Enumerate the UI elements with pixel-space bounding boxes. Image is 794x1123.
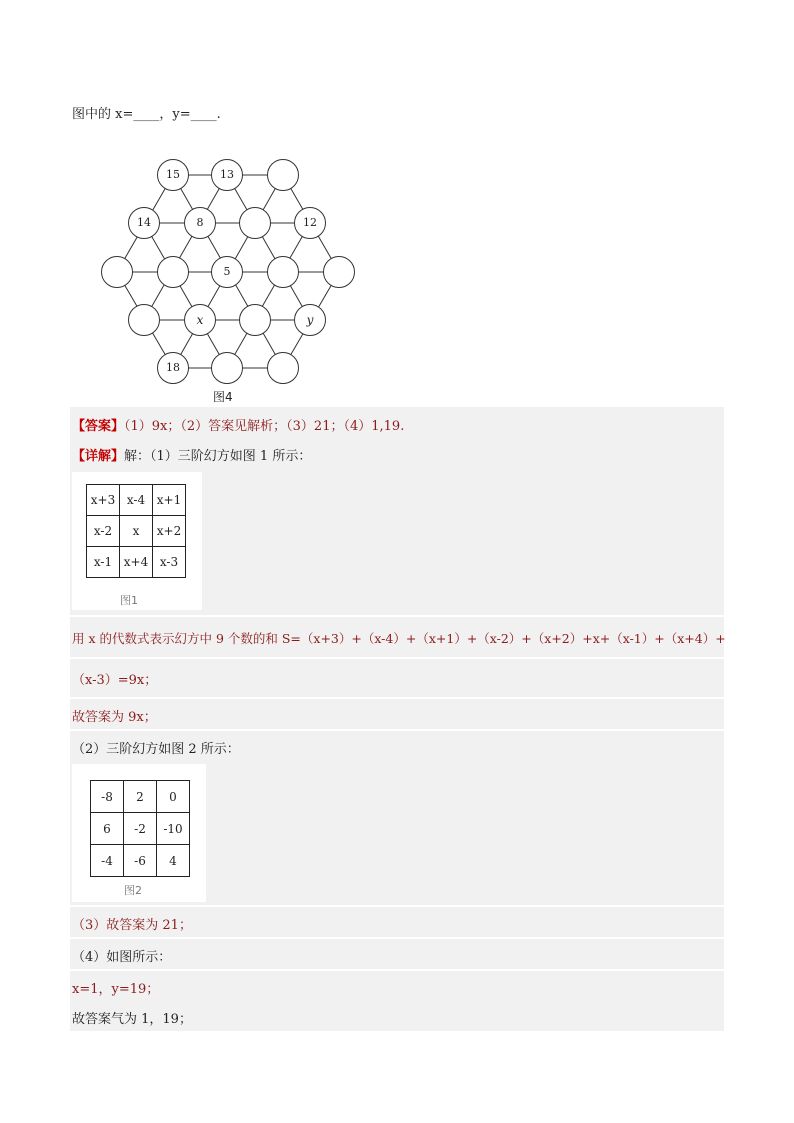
f2-cell: 6 [91, 813, 124, 845]
f2-cell: -10 [157, 813, 190, 845]
node-r3c3: y [294, 304, 326, 336]
f1-cell: x-1 [87, 547, 120, 578]
node-r1c2 [239, 207, 271, 239]
node-r3c0 [128, 304, 160, 336]
tail-line-3: x=1，y=19； [72, 982, 160, 997]
f2-cell: -8 [91, 781, 124, 813]
answer-text: （1）9x；（2）答案见解析；（3）21；（4）1,19. [124, 419, 405, 434]
tail-line-4: 故答案气为 1，19； [72, 1012, 192, 1027]
f2-cell: 2 [124, 781, 157, 813]
body-line-4: （2）三阶幻方如图 2 所示： [72, 742, 240, 757]
figure-1 [72, 472, 202, 610]
node-r1c1: 8 [184, 207, 216, 239]
node-r2c2: 5 [211, 256, 243, 288]
node-r2c0 [101, 256, 133, 288]
node-r0c1: 13 [211, 159, 243, 191]
body-row-4 [70, 731, 724, 761]
node-r3c1: x [184, 304, 216, 336]
node-r0c2 [267, 159, 299, 191]
node-r2c3 [267, 256, 299, 288]
figure-4-caption: 图4 [213, 390, 233, 404]
f1-cell: x+4 [120, 547, 153, 578]
body-row-1 [70, 617, 724, 657]
node-r3c2 [239, 304, 271, 336]
tail-row-3 [70, 971, 724, 1001]
figure-1-grid [86, 484, 186, 578]
f1-cell: x+1 [153, 485, 186, 516]
figure-4 [95, 150, 365, 410]
body-row-2 [70, 659, 724, 697]
tail-row-1 [70, 907, 724, 937]
f1-cell: x-4 [120, 485, 153, 516]
body-line-1: 用 x 的代数式表示幻方中 9 个数的和 S=（x+3）+（x-4）+（x+1）+（x-2）+（x+2）+x+（x-1）+（x+4）+ [72, 631, 726, 646]
node-r4c2 [267, 352, 299, 384]
f1-cell: x [120, 516, 153, 547]
f1-cell: x-2 [87, 516, 120, 547]
f2-cell: 0 [157, 781, 190, 813]
question-text: 图中的 x=____，y=____. [72, 107, 221, 122]
detail-tag: 【详解】 [72, 449, 125, 464]
node-r2c1 [157, 256, 189, 288]
body-line-2: （x-3）=9x； [72, 673, 158, 688]
body-line-3: 故答案为 9x； [72, 710, 157, 725]
node-r1c0: 14 [128, 207, 160, 239]
node-r2c4 [323, 256, 355, 288]
detail-row [70, 437, 724, 467]
f1-cell: x+2 [153, 516, 186, 547]
f2-cell: -6 [124, 845, 157, 877]
body-row-3 [70, 699, 724, 729]
f2-cell: -2 [124, 813, 157, 845]
tail-line-1: （3）故答案为 21； [72, 918, 192, 933]
detail-intro: 解：（1）三阶幻方如图 1 所示： [124, 449, 312, 464]
figure-2-grid [90, 780, 190, 877]
f2-cell: -4 [91, 845, 124, 877]
answer-tag: 【答案】 [72, 419, 125, 434]
figure-2 [72, 764, 206, 902]
node-r1c3: 12 [294, 207, 326, 239]
f1-cell: x+3 [87, 485, 120, 516]
f1-cell: x-3 [153, 547, 186, 578]
figure-1-caption: 图1 [120, 594, 138, 607]
answer-row [70, 407, 724, 437]
node-r4c0: 18 [157, 352, 189, 384]
tail-row-2 [70, 939, 724, 969]
tail-row-4 [70, 1001, 724, 1031]
node-r4c1 [211, 352, 243, 384]
node-r0c0: 15 [157, 159, 189, 191]
figure-2-caption: 图2 [124, 884, 142, 897]
tail-line-2: （4）如图所示： [72, 950, 172, 965]
f2-cell: 4 [157, 845, 190, 877]
